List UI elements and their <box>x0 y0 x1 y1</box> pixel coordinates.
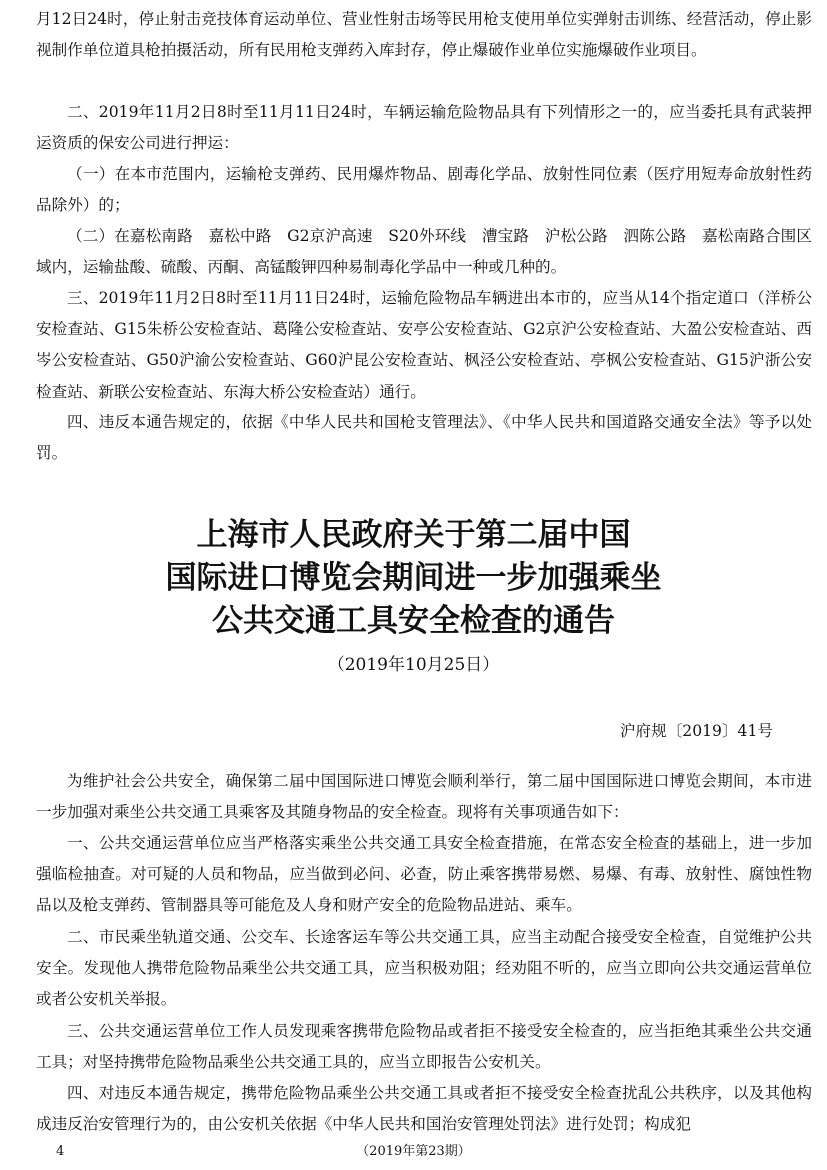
issue-label: （2019年第23期） <box>356 1144 471 1159</box>
prev-notice-paragraph-6: 四、违反本通告规定的，依据《中华人民共和国枪支管理法》、《中华人民共和国道路交通安全法》等予以处罚。 <box>36 413 812 463</box>
notice-paragraph-1: 为维护社会公共安全，确保第二届中国国际进口博览会顺利举行，第二届中国国际进口博览会期间，本市进一步加强对乘坐公共交通工具乘客及其随身物品的安全检查。现将有关事项通告如下： <box>36 772 812 822</box>
notice-paragraph-5: 四、对违反本通告规定，携带危险物品乘坐公共交通工具或者拒不接受安全检查扰乱公共秩序，以及其他构成违反治安管理行为的，由公安机关依据《中华人民共和国治安管理处罚法》进行处罚；构成犯 <box>36 1084 812 1134</box>
notice-paragraph-4: 三、公共交通运营单位工作人员发现乘客携带危险物品或者拒不接受安全检查的，应当拒绝其乘坐公共交通工具；对坚持携带危险物品乘坐公共交通工具的，应当立即报告公安机关。 <box>36 1022 812 1072</box>
prev-notice-paragraph-3: （一）在本市范围内，运输枪支弹药、民用爆炸物品、剧毒化学品、放射性同位素（医疗用短寿命放射性药品除外）的； <box>36 165 812 215</box>
page-number: 4 <box>56 1144 65 1159</box>
prev-notice-paragraph-5: 三、2019年11月2日8时至11月11日24时，运输危险物品车辆进出本市的，应当从14个指定道口（洋桥公安检查站、G15朱桥公安检查站、葛隆公安检查站、安亭公安检查站、G2京沪公安检查站、大盈公安检查站、西岑公安检查站、G50沪渝公安检查站、G60沪昆公安检查站、枫泾公安检查站、亭枫公安检查站、G15沪浙公安检查站、新联公安检查站、东海大桥公安检查站）通行。 <box>36 289 812 401</box>
prev-notice-paragraph-1: 月12日24时，停止射击竞技体育运动单位、营业性射击场等民用枪支使用单位实弹射击训练、经营活动，停止影视制作单位道具枪拍摄活动，所有民用枪支弹药入库封存，停止爆破作业单位实施爆破作业项目。 <box>36 10 812 60</box>
notice-doc-number: 沪府规〔2019〕41号 <box>619 722 773 740</box>
notice-paragraph-2: 一、公共交通运营单位应当严格落实乘坐公共交通工具安全检查措施，在常态安全检查的基础上，进一步加强临检抽查。对可疑的人员和物品，应当做到必问、必查，防止乘客携带易燃、易爆、有毒、放射性、腐蚀性物品以及枪支弹药、管制器具等可能危及人身和财产安全的危险物品进站、乘车。 <box>36 834 812 915</box>
notice-title-line-1: 上海市人民政府关于第二届中国 <box>196 517 631 553</box>
notice-title-line-2: 国际进口博览会期间进一步加强乘坐 <box>165 560 662 596</box>
prev-notice-paragraph-2: 二、2019年11月2日8时至11月11日24时，车辆运输危险物品具有下列情形之一的，应当委托具有武装押运资质的保安公司进行押运： <box>36 103 812 153</box>
notice-paragraph-3: 二、市民乘坐轨道交通、公交车、长途客运车等公共交通工具，应当主动配合接受安全检查，自觉维护公共安全。发现他人携带危险物品乘坐公共交通工具，应当积极劝阻；经劝阻不听的，应当立即向公共交通运营单位或者公安机关举报。 <box>36 928 812 1009</box>
notice-date: （2019年10月25日） <box>327 655 500 675</box>
prev-notice-paragraph-4: （二）在嘉松南路 嘉松中路 G2京沪高速 S20外环线 漕宝路 沪松公路 泗陈公路 嘉松南路合围区域内，运输盐酸、硫酸、丙酮、高锰酸钾四种易制毒化学品中一种或几种的。 <box>36 227 812 277</box>
notice-title-line-3: 公共交通工具安全检查的通告 <box>212 603 615 639</box>
